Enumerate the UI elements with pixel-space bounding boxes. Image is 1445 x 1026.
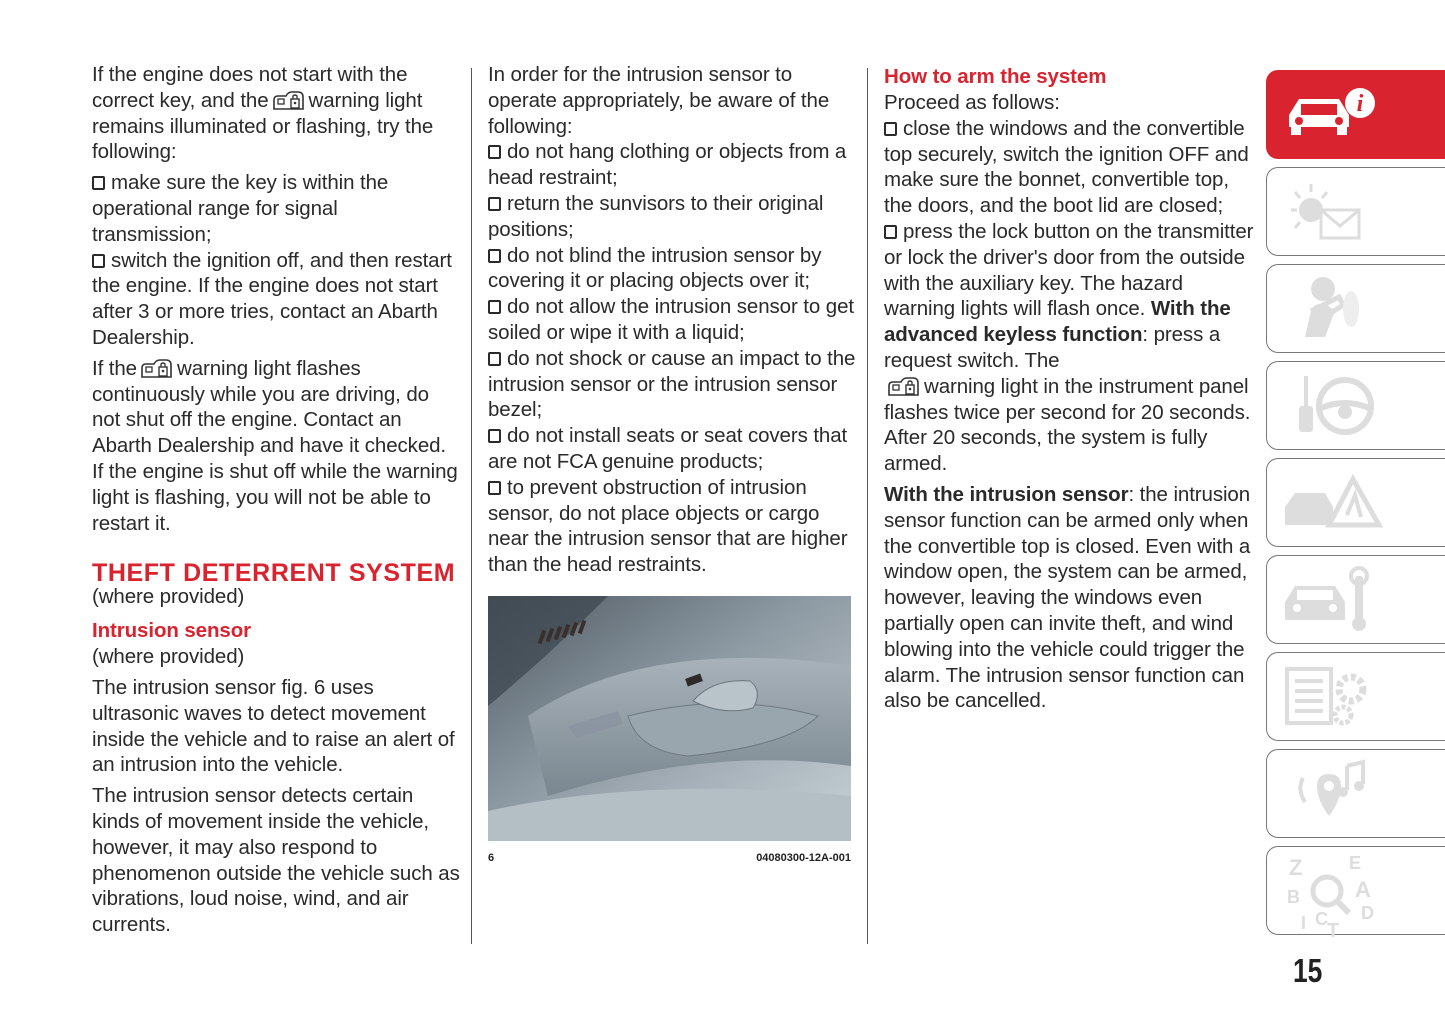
index-letter: Z — [1289, 855, 1303, 880]
bullet-icon — [488, 300, 501, 314]
paragraph: With the intrusion sensor: the intrusion sensor function can be armed only when the convertible top is closed. Even with a window open, the system can be armed, however, leaving the windows even partially open can invite theft, and wind blowing into the vehicle could trigger the alarm. The intrusion sensor function can also be cancelled. — [884, 482, 1251, 713]
key-steering-wheel-icon — [1281, 368, 1401, 440]
bullet-icon — [884, 122, 897, 136]
bullet-item: close the windows and the convertible top securely, switch the ignition OFF and make sure the bonnet, convertible top, the doors, and the boot lid are closed; — [884, 116, 1249, 218]
car-maintenance-icon — [1281, 562, 1401, 634]
index-letter: E — [1349, 853, 1362, 873]
section-heading: THEFT DETERRENT SYSTEM — [92, 559, 456, 588]
bullet-item: do not allow the intrusion sensor to get soiled or wipe it with a liquid; — [488, 295, 854, 344]
index-letter: I — [1301, 913, 1307, 933]
tab-car-info[interactable] — [1266, 70, 1445, 159]
column-1 — [92, 62, 462, 943]
index-letter: D — [1361, 903, 1374, 923]
paragraph: If the engine does not start with the correct key, and the warning light remains illuminated or flashing, try the following: — [92, 63, 434, 164]
column-2 — [488, 62, 858, 578]
immobilizer-warning-icon — [139, 357, 175, 379]
bullet-icon — [488, 429, 501, 443]
index-letter: B — [1287, 887, 1300, 907]
safety-airbag-icon — [1281, 271, 1401, 343]
tab-safety[interactable] — [1266, 264, 1445, 353]
alphabetical-index-icon — [1281, 853, 1401, 941]
car-info-icon — [1281, 77, 1401, 149]
svg-text:i: i — [1356, 91, 1364, 117]
page-number: 15 — [1293, 952, 1323, 989]
sub-heading: Intrusion sensor — [92, 619, 252, 643]
bullet-icon — [488, 145, 501, 159]
column-divider — [867, 68, 868, 944]
tab-multimedia[interactable] — [1266, 749, 1445, 838]
bullet-item: return the sunvisors to their original positions; — [488, 191, 824, 241]
paragraph: The intrusion sensor fig. 6 uses ultrasonic waves to detect movement inside the vehicle and to raise an alert of an intrusion into the vehicle. — [92, 675, 455, 777]
column-3 — [884, 62, 1254, 719]
bullet-icon — [488, 481, 501, 495]
index-letter: C — [1315, 909, 1328, 929]
immobilizer-warning-icon — [271, 89, 307, 111]
tab-technical-data[interactable] — [1266, 652, 1445, 741]
index-letter: A — [1355, 877, 1371, 902]
paragraph: Proceed as follows: — [884, 91, 1060, 114]
bullet-icon — [884, 225, 897, 239]
bullet-icon — [488, 249, 501, 263]
bullet-icon — [488, 197, 501, 211]
bullet-item: do not blind the intrusion sensor by covering it or placing objects over it; — [488, 243, 822, 293]
index-letter: T — [1327, 920, 1340, 941]
tab-lights-warnings[interactable] — [1266, 167, 1445, 256]
bullet-icon — [92, 176, 105, 190]
bullet-icon — [488, 352, 501, 366]
subheading-note: (where provided) — [92, 645, 245, 669]
bullet-item: do not install seats or seat covers that are not FCA genuine products; — [488, 424, 848, 473]
paragraph: In order for the intrusion sensor to operate appropriately, be aware of the following: — [488, 63, 830, 138]
lights-warning-icon — [1281, 174, 1401, 246]
bullet-item: to prevent obstruction of intrusion sensor, do not place objects or cargo near the intrusion sensor that are higher than the head restraints. — [488, 475, 848, 577]
immobilizer-warning-icon — [886, 375, 922, 397]
bullet-item: do not hang clothing or objects from a head restraint; — [488, 140, 847, 190]
bullet-icon — [92, 254, 105, 268]
paragraph: If the warning light flashes continuously while you are driving, do not shut off the engine. Contact an Abarth Dealership and have it checked. If the engine is shut off while the warning light is flashing, you will not be able to restart it. — [92, 356, 458, 535]
bullet-item: do not shock or cause an impact to the intrusion sensor or the intrusion sensor bezel; — [488, 346, 856, 422]
figure-code: 04080300-12A-001 — [756, 852, 851, 864]
bullet-item: press the lock button on the transmitter or lock the driver's door from the outside with the auxiliary key. The hazard warning lights will flash once. With the advanced keyless function: press a request switch. The warning light in the instrument panel flashes twice per second for 20 seconds. After 20 seconds, the system is fully armed. — [884, 219, 1254, 476]
bullet-item: make sure the key is within the operational range for signal transmission; switch the ignition off, and then restart the engine. If the engine does not start after 3 or more tries, contact an Abarth Dealership. — [92, 171, 452, 349]
section-heading: How to arm the system — [884, 65, 1107, 88]
multimedia-icon — [1281, 756, 1401, 828]
emergency-car-icon — [1281, 465, 1401, 537]
tab-maintenance[interactable] — [1266, 555, 1445, 644]
tab-emergency[interactable] — [1266, 458, 1445, 547]
heading-note: (where provided) — [92, 585, 245, 609]
column-divider — [471, 68, 472, 944]
intrusion-sensor-photo — [488, 596, 851, 841]
paragraph: The intrusion sensor detects certain kinds of movement inside the vehicle, however, it may also respond to phenomenon outside the vehicle such as vibrations, loud noise, wind, and air currents. — [92, 784, 460, 937]
tab-starting-driving[interactable] — [1266, 361, 1445, 450]
tab-index[interactable] — [1266, 846, 1445, 941]
figure-number: 6 — [488, 852, 495, 864]
technical-data-icon — [1281, 659, 1401, 731]
